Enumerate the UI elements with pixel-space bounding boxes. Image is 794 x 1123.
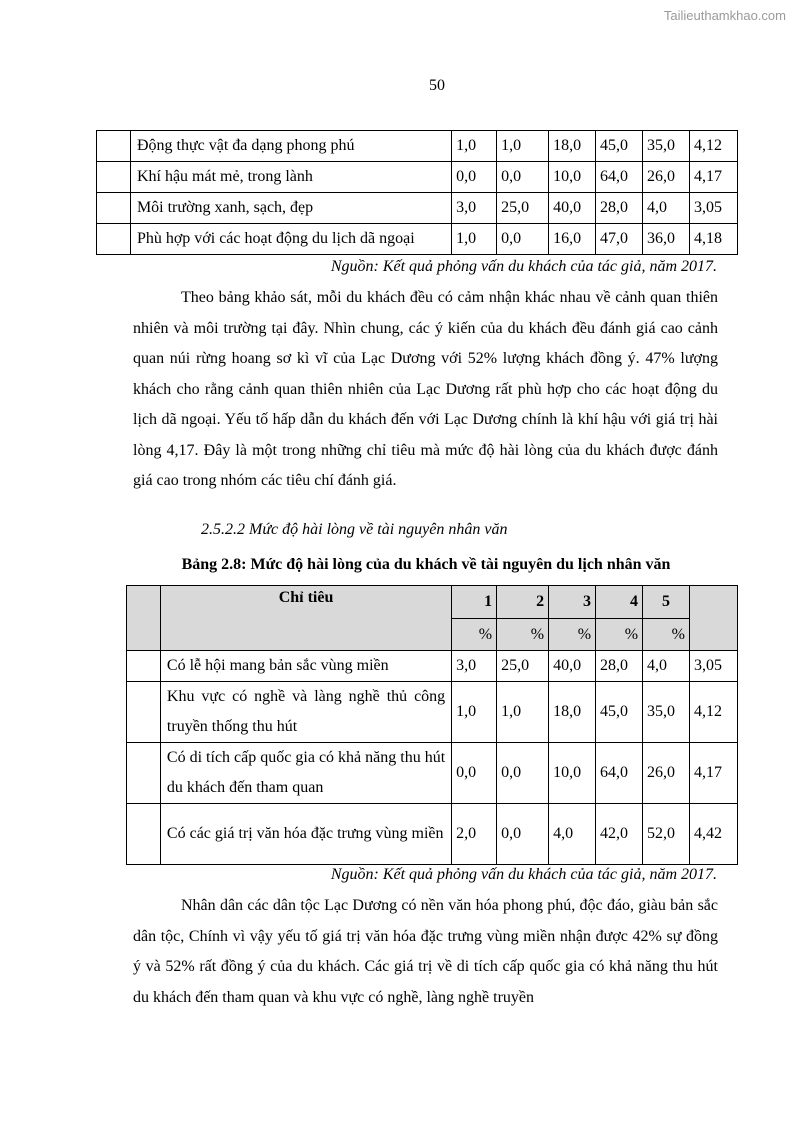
page-number: 50 (429, 77, 445, 94)
row-label: Môi trường xanh, sạch, đẹp (130, 193, 451, 224)
row-percent-value: 0,0 (452, 162, 497, 193)
row-mean-value: 4,12 (689, 131, 737, 162)
row-percent-value: 0,0 (497, 743, 549, 804)
row-percent-value: 35,0 (643, 682, 690, 743)
header-unit: % (643, 619, 690, 651)
row-percent-value: 26,0 (643, 162, 690, 193)
table-row (127, 682, 738, 743)
row-mean-value: 4,12 (689, 682, 737, 743)
row-label: Phù hợp với các hoạt động du lịch dã ngoại (130, 224, 451, 255)
row-percent-value: 1,0 (497, 131, 549, 162)
row-blank-cell (127, 682, 161, 743)
row-percent-value: 35,0 (643, 131, 690, 162)
row-percent-value: 40,0 (549, 193, 596, 224)
row-blank-cell (127, 743, 161, 804)
row-percent-value: 0,0 (497, 162, 549, 193)
row-blank-cell (127, 651, 161, 682)
row-percent-value: 45,0 (596, 131, 643, 162)
row-percent-value: 25,0 (497, 193, 549, 224)
paragraph-natural: Theo bảng khảo sát, mỗi du khách đều có cảm nhận khác nhau về cảnh quan thiên nhiên và môi trường tại đây. Nhìn chung, các ý kiến của du khách đều đánh giá cao cảnh quan núi rừng hoang sơ kì vĩ của Lạc Dương với 52% lượng khách đồng ý. 47% lượng khách cho rằng cảnh quan thiên nhiên của Lạc Dương rất phù hợp cho các hoạt động du lịch dã ngoại. Yếu tố hấp dẫn du khách đến với Lạc Dương chính là khí hậu với giá trị hài lòng 4,17. Đây là một trong những chỉ tiêu mà mức độ hài lòng của du khách được đánh giá cao trong nhóm các tiêu chí đánh giá. (133, 289, 718, 489)
table-row (97, 224, 738, 255)
row-percent-value: 3,0 (452, 651, 497, 682)
row-percent-value: 26,0 (643, 743, 690, 804)
table-row (127, 743, 738, 804)
row-label: Khí hậu mát mẻ, trong lành (130, 162, 451, 193)
header-mean-blank (689, 586, 737, 651)
table2-caption: Bảng 2.8: Mức độ hài lòng của du khách về tài nguyên du lịch nhân văn (181, 556, 671, 573)
header-unit: % (497, 619, 549, 651)
row-percent-value: 42,0 (596, 804, 643, 865)
header-unit: % (596, 619, 643, 651)
row-label: Động thực vật đa dạng phong phú (130, 131, 451, 162)
header-level-1: 1 (452, 586, 497, 619)
header-level-3: 3 (549, 586, 596, 619)
table-row (97, 131, 738, 162)
row-percent-value: 1,0 (452, 682, 497, 743)
table-cultural-resources (126, 585, 738, 865)
header-level-5: 5 (643, 586, 690, 619)
row-percent-value: 40,0 (549, 651, 596, 682)
row-percent-value: 64,0 (596, 743, 643, 804)
row-blank-cell (97, 193, 131, 224)
row-percent-value: 3,0 (452, 193, 497, 224)
header-unit: % (549, 619, 596, 651)
row-percent-value: 16,0 (549, 224, 596, 255)
row-percent-value: 1,0 (497, 682, 549, 743)
paragraph-cultural: Nhân dân các dân tộc Lạc Dương có nền văn hóa phong phú, độc đáo, giàu bản sắc dân tộc, Chính vì vậy yếu tố giá trị văn hóa đặc trưng vùng miền nhận được 42% sự đồng ý và 52% rất đồng ý của du khách. Các giá trị về di tích cấp quốc gia có khả năng thu hút du khách đến tham quan và khu vực có nghề, làng nghề truyền (133, 897, 718, 1006)
header-blank-cell (127, 586, 161, 651)
header-criteria: Chỉ tiêu (160, 586, 451, 651)
row-mean-value: 4,18 (689, 224, 737, 255)
row-percent-value: 28,0 (596, 193, 643, 224)
row-percent-value: 18,0 (549, 131, 596, 162)
row-percent-value: 36,0 (643, 224, 690, 255)
row-blank-cell (97, 224, 131, 255)
row-percent-value: 45,0 (596, 682, 643, 743)
subheading-cultural: 2.5.2.2 Mức độ hài lòng về tài nguyên nhân văn (201, 521, 508, 538)
row-percent-value: 1,0 (452, 131, 497, 162)
row-percent-value: 18,0 (549, 682, 596, 743)
row-mean-value: 3,05 (689, 193, 737, 224)
row-percent-value: 0,0 (452, 743, 497, 804)
row-label: Có các giá trị văn hóa đặc trưng vùng miền (160, 804, 451, 865)
row-percent-value: 4,0 (549, 804, 596, 865)
table-row (127, 804, 738, 865)
row-percent-value: 4,0 (643, 651, 690, 682)
row-label: Có lễ hội mang bản sắc vùng miền (160, 651, 451, 682)
row-percent-value: 64,0 (596, 162, 643, 193)
row-percent-value: 10,0 (549, 162, 596, 193)
row-percent-value: 52,0 (643, 804, 690, 865)
row-percent-value: 0,0 (497, 224, 549, 255)
row-mean-value: 3,05 (689, 651, 737, 682)
row-percent-value: 1,0 (452, 224, 497, 255)
row-mean-value: 4,42 (689, 804, 737, 865)
row-label: Có di tích cấp quốc gia có khả năng thu hút du khách đến tham quan (160, 743, 451, 804)
row-percent-value: 47,0 (596, 224, 643, 255)
row-percent-value: 0,0 (497, 804, 549, 865)
header-level-4: 4 (596, 586, 643, 619)
table-natural-resources (96, 130, 738, 255)
row-label: Khu vực có nghề và làng nghề thủ công truyền thống thu hút (160, 682, 451, 743)
row-percent-value: 10,0 (549, 743, 596, 804)
table2-source: Nguồn: Kết quả phỏng vấn du khách của tác giả, năm 2017. (330, 866, 717, 883)
row-percent-value: 25,0 (497, 651, 549, 682)
table1-source: Nguồn: Kết quả phỏng vấn du khách của tác giả, năm 2017. (330, 258, 717, 275)
row-blank-cell (97, 162, 131, 193)
row-percent-value: 4,0 (643, 193, 690, 224)
header-unit: % (452, 619, 497, 651)
row-blank-cell (97, 131, 131, 162)
row-percent-value: 28,0 (596, 651, 643, 682)
row-mean-value: 4,17 (689, 743, 737, 804)
header-level-2: 2 (497, 586, 549, 619)
table-row (97, 162, 738, 193)
row-blank-cell (127, 804, 161, 865)
watermark: Tailieuthamkhao.com (663, 8, 786, 23)
table-row (127, 651, 738, 682)
table-row (97, 193, 738, 224)
row-mean-value: 4,17 (689, 162, 737, 193)
row-percent-value: 2,0 (452, 804, 497, 865)
